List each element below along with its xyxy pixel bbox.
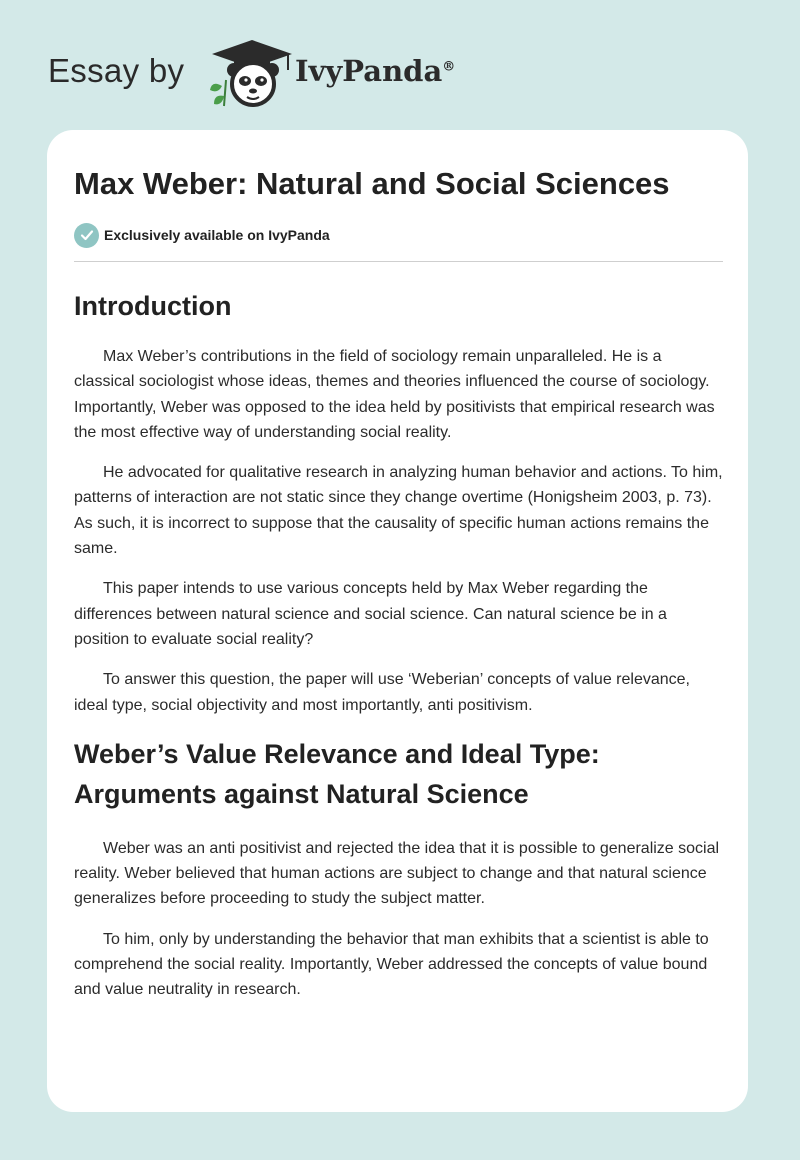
section-heading-value-relevance: Weber’s Value Relevance and Ideal Type: Arguments against Natural Science bbox=[74, 738, 600, 809]
paragraph: Weber was an anti positivist and rejected the idea that it is possible to generalize social reality. Weber believed that human actions are subject to change and that natural science generalizes before proceeding to study the subject matter. bbox=[74, 839, 720, 908]
paragraph: This paper intends to use various concepts held by Max Weber regarding the differences between natural science and social science. Can natural science be in a position to evaluate social reality? bbox=[74, 580, 667, 648]
article-body bbox=[74, 280, 723, 1003]
registered-mark: ® bbox=[442, 59, 456, 75]
paragraph: To answer this question, the paper will use ‘Weberian’ concepts of value relevance, ideal type, social objectivity and most importantly, anti positivism. bbox=[74, 671, 690, 714]
paragraph: To him, only by understanding the behavior that man exhibits that a scientist is able to comprehend the social reality. Importantly, Weber addressed the concepts of value bound and value neutrality in research. bbox=[74, 930, 709, 999]
page-title: Max Weber: Natural and Social Sciences bbox=[74, 166, 670, 201]
panda-logo-icon[interactable] bbox=[200, 34, 296, 110]
exclusive-badge bbox=[74, 222, 330, 248]
title-divider bbox=[74, 261, 723, 262]
paragraph: He advocated for qualitative research in analyzing human behavior and actions. To him, patterns of interaction are not static since they change overtime (Honigsheim 2003, p. 73). As such, it is incorrect to suppose that the causality of specific human actions remains the same. bbox=[74, 464, 723, 558]
section-heading-introduction: Introduction bbox=[74, 291, 232, 321]
paragraph: Max Weber’s contributions in the field of sociology remain unparalleled. He is a classical sociologist whose ideas, themes and theories influenced the course of sociology. Importantly, Weber was opposed to the idea held by positivists that empirical research was the most effective way of understanding social reality. bbox=[74, 348, 715, 441]
exclusive-badge-label: Exclusively available on IvyPanda bbox=[104, 227, 330, 243]
essay-card bbox=[47, 130, 748, 1112]
checkmark-icon bbox=[74, 223, 99, 248]
site-header bbox=[48, 34, 748, 114]
brand-name[interactable]: IvyPanda® bbox=[295, 54, 456, 88]
essay-by-label: Essay by bbox=[48, 52, 185, 89]
